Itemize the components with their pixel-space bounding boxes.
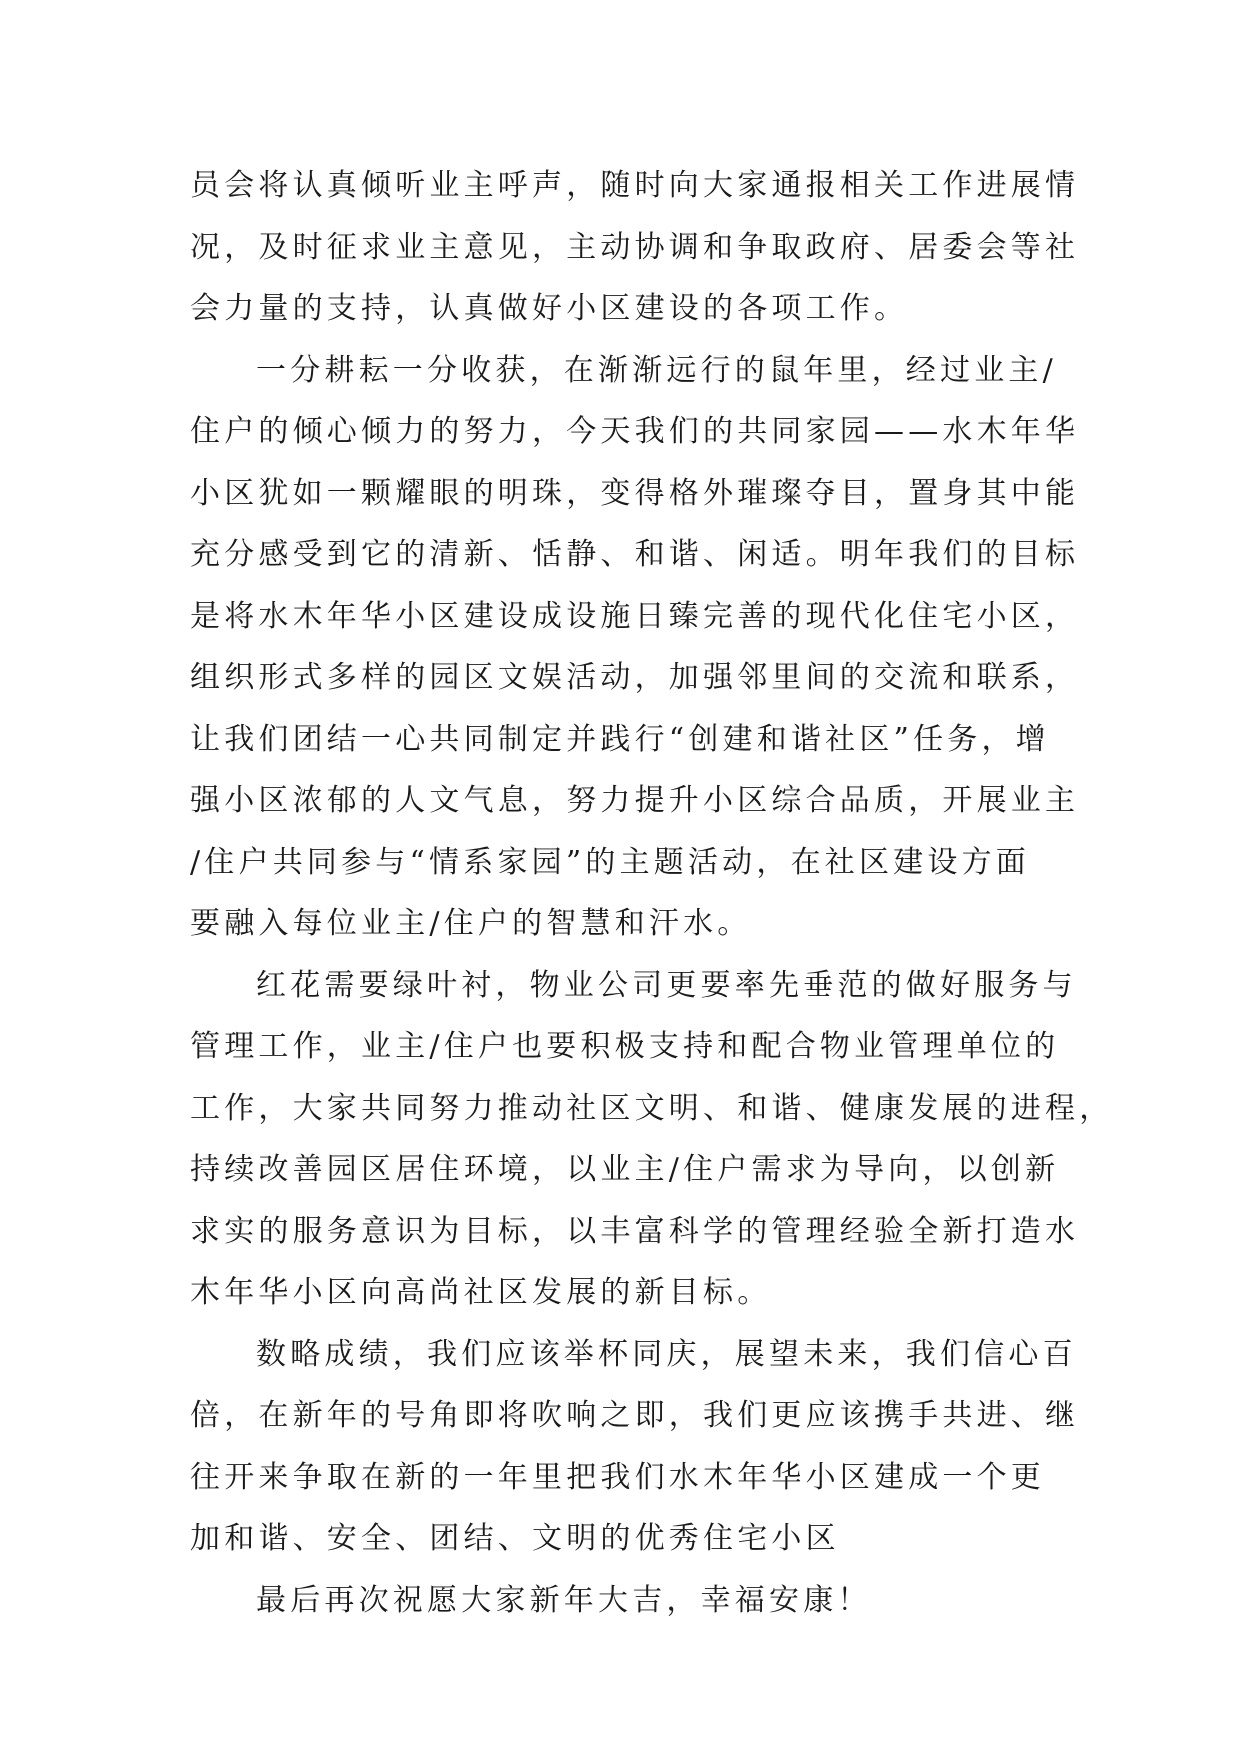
text-line: 木年华小区向高尚社区发展的新目标。 <box>190 1275 772 1310</box>
text-line: 管理工作，业主/住户也要积极支持和配合物业管理单位的 <box>190 1029 1060 1064</box>
text-line: 让我们团结一心共同制定并践行“创建和谐社区”任务，增 <box>190 721 1050 757</box>
text-line: 会力量的支持，认真做好小区建设的各项工作。 <box>190 291 909 326</box>
text-line: /住户共同参与“情系家园”的主题活动，在社区建设方面 <box>190 844 1030 880</box>
text-line: 最后再次祝愿大家新年大吉，幸福安康！ <box>256 1582 872 1618</box>
text-line: 强小区浓郁的人文气息，努力提升小区综合品质，开展业主 <box>190 783 1080 818</box>
text-line: 数略成绩，我们应该举杯同庆，展望未来，我们信心百 <box>256 1336 1077 1372</box>
text-line: 组织形式多样的园区文娱活动，加强邻里间的交流和联系， <box>190 660 1080 695</box>
text-line: 况，及时征求业主意见，主动协调和争取政府、居委会等社 <box>190 229 1080 265</box>
text-line: 要融入每位业主/住户的智慧和汗水。 <box>190 906 752 941</box>
text-line: 是将水木年华小区建设成设施日臻完善的现代化住宅小区， <box>190 598 1080 634</box>
text-line: 加和谐、安全、团结、文明的优秀住宅小区 <box>190 1521 840 1556</box>
text-line: 倍，在新年的号角即将吹响之即，我们更应该携手共进、继 <box>190 1398 1080 1433</box>
text-line: 往开来争取在新的一年里把我们水木年华小区建成一个更 <box>190 1459 1045 1495</box>
text-line: 小区犹如一颗耀眼的明珠，变得格外璀璨夺目，置身其中能 <box>190 475 1080 511</box>
document-body-text <box>190 155 1114 1631</box>
text-line: 持续改善园区居住环境，以业主/住户需求为导向，以创新 <box>190 1152 1060 1187</box>
text-line: 工作，大家共同努力推动社区文明、和谐、健康发展的进程， <box>190 1090 1114 1126</box>
text-line: 住户的倾心倾力的努力，今天我们的共同家园——水木年华 <box>190 414 1080 449</box>
text-line: 员会将认真倾听业主呼声，随时向大家通报相关工作进展情 <box>190 168 1080 203</box>
text-line: 求实的服务意识为目标，以丰富科学的管理经验全新打造水 <box>190 1213 1080 1249</box>
text-line: 一分耕耘一分收获，在渐渐远行的鼠年里，经过业主/ <box>256 352 1057 388</box>
text-line: 充分感受到它的清新、恬静、和谐、闲适。明年我们的目标 <box>190 537 1080 572</box>
text-line: 红花需要绿叶衬，物业公司更要率先垂范的做好服务与 <box>256 967 1077 1003</box>
